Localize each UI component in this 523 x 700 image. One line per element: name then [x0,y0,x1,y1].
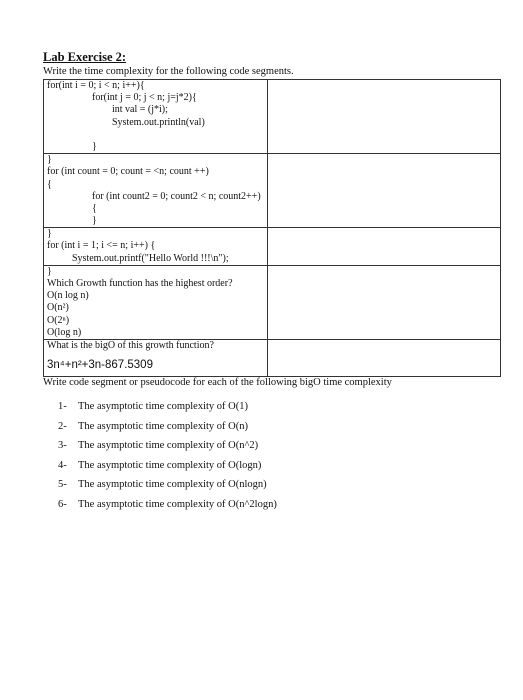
code-line: for (int count = 0; count = <n; count ++) [47,166,209,178]
item-number: 6- [58,498,67,510]
item-text: The asymptotic time complexity of O(logn) [78,459,262,471]
code-line: } [47,228,52,240]
list-item [58,479,277,499]
item-text: The asymptotic time complexity of O(n^2) [78,440,259,452]
code-line: for (int count2 = 0; count2 < n; count2++) [47,190,261,202]
item-number: 3- [58,440,67,452]
item-text: The asymptotic time complexity of O(1) [78,401,248,412]
mcq-cell [44,265,268,339]
code-cell-2 [44,154,268,228]
page-title: Lab Exercise 2: [43,50,127,64]
table-row [44,80,501,154]
answer-cell-2[interactable] [268,154,501,228]
code-line: } [47,140,97,152]
code-line: int val = (j*i); [47,104,168,116]
code-line: for(int i = 0; i < n; i++){ [47,80,145,91]
code-line: System.out.println(val) [47,116,205,128]
bigo-question: What is the bigO of this growth function? [47,339,214,351]
list-item [58,401,277,421]
growth-function: 3n⁴+n²+3n-867.5309 [47,359,153,372]
item-number: 2- [58,420,67,432]
table-row [44,228,501,266]
task-list [58,401,277,519]
list-item [58,460,277,480]
table-row [44,154,501,228]
mcq-option: O(2ⁿ) [47,314,70,326]
bigo-cell [44,339,268,376]
code-line: { [47,202,97,214]
item-text: The asymptotic time complexity of O(nlogn) [78,479,267,491]
code-cell-3 [44,228,268,266]
exercise-table [43,79,501,377]
answer-cell-3[interactable] [268,228,501,266]
code-cell-1 [44,80,268,154]
answer-cell-1[interactable] [268,80,501,154]
table-row [44,339,501,376]
mcq-option: O(log n) [47,326,82,338]
code-line: for(int j = 0; j < n; j=j*2){ [47,92,197,104]
code-line [47,129,264,141]
list-item [58,421,277,441]
code-line: for (int i = 1; i <= n; i++) { [47,240,156,252]
item-text: The asymptotic time complexity of O(n) [78,420,248,432]
table-row [44,265,501,339]
code-line: { [47,178,52,190]
list-item [58,499,277,519]
code-line: System.out.printf("Hello World !!!\n"); [47,252,229,264]
list-item [58,440,277,460]
answer-cell-5[interactable] [268,339,501,376]
mcq-option: O(n log n) [47,290,89,302]
section-instruction: Write code segment or pseudocode for each of the following bigO time complexity [43,377,392,388]
item-number: 1- [58,401,67,412]
instructions-text: Write the time complexity for the following code segments. [43,66,294,77]
answer-cell-4[interactable] [268,265,501,339]
code-line: } [47,215,97,227]
code-line: } [47,154,52,166]
item-number: 4- [58,459,67,471]
mcq-option: O(n²) [47,302,69,314]
item-number: 5- [58,479,67,491]
mcq-question: Which Growth function has the highest order? [47,278,233,289]
item-text: The asymptotic time complexity of O(n^2logn) [78,498,277,510]
code-line: } [47,265,52,277]
